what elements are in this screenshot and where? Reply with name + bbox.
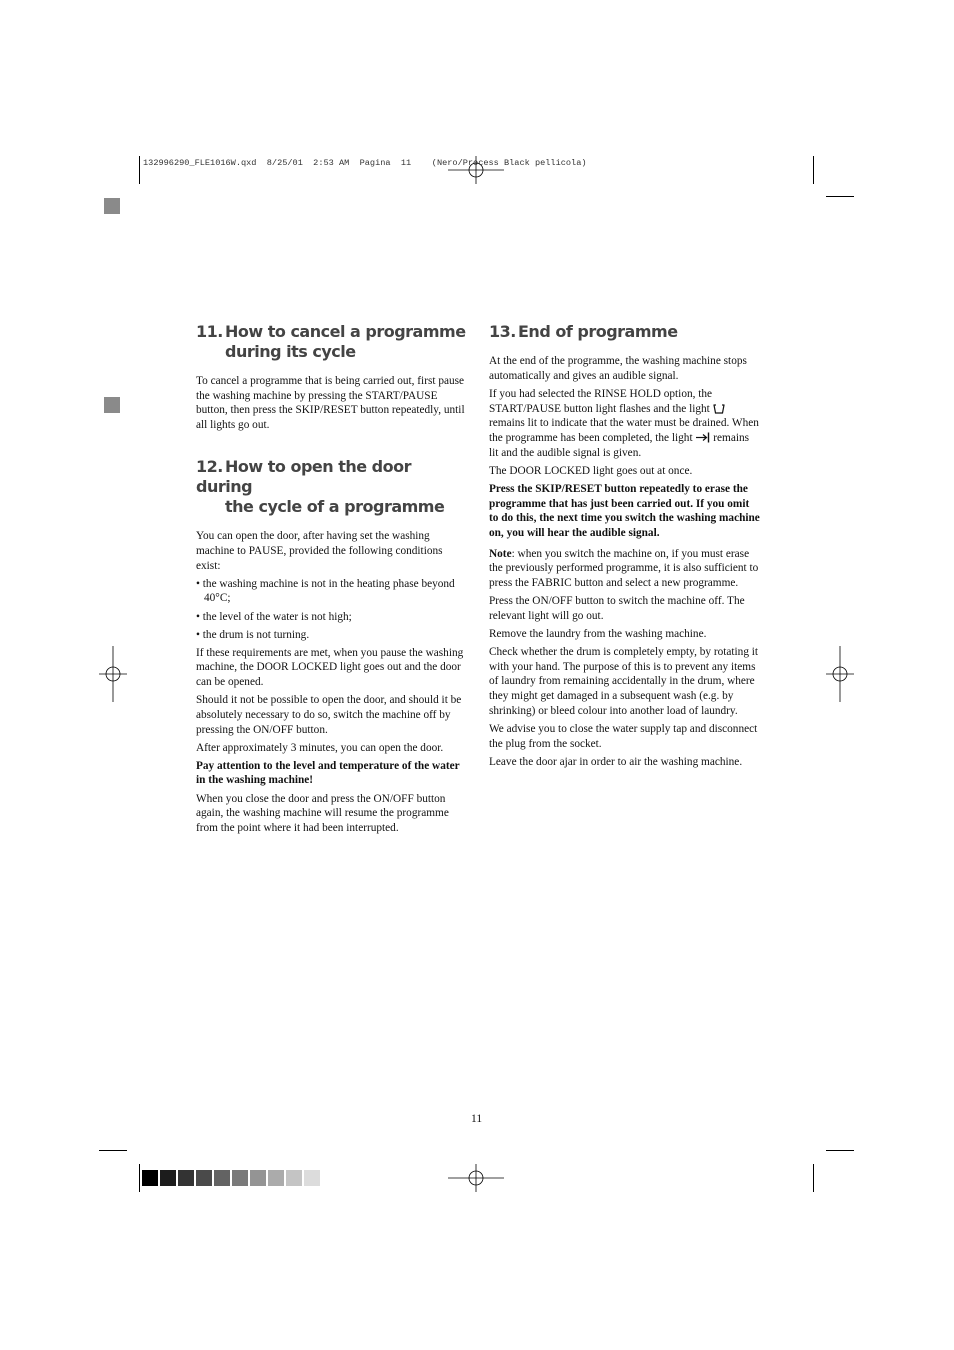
list-item: • the washing machine is not in the heating phase beyond 40°C; [196, 577, 455, 605]
section-number: 13. [489, 322, 516, 341]
paragraph: When you close the door and press the ON/OFF button again, the washing machine will resume the programme from the point where it had been interrupted. [196, 792, 449, 834]
crop-mark [139, 156, 140, 184]
tub-icon [713, 403, 725, 414]
paragraph: Should it not be possible to open the door, and should it be absolutely necessary to do so, switch the machine off by pressing the ON/OFF button. [196, 694, 462, 736]
paragraph: Check whether the drum is completely empty, by rotating it with your hand. The purpose of this is to prevent any items of laundry from remaining accidentally in the drum, where they might get damaged in a subsequent wash (e.g. by shrinking) or bleed colour into another load of laundry. [489, 646, 759, 717]
text-run: remains lit to indicate that the water must be drained. When the programme has been completed, the light [489, 417, 759, 444]
color-swatch [178, 1170, 194, 1186]
paragraph: If these requirements are met, when you pause the washing machine, the DOOR LOCKED light goes out and the door can be opened. [196, 646, 464, 689]
crop-mark [826, 1150, 854, 1151]
color-swatch [214, 1170, 230, 1186]
paragraph: Press the ON/OFF button to switch the machine off. The relevant light will go out. [489, 595, 745, 622]
paragraph: You can open the door, after having set the washing machine to PAUSE, provided the following conditions exist: [196, 530, 443, 572]
note-paragraph [489, 547, 761, 591]
paragraph: We advise you to close the water supply tap and disconnect the plug from the socket. [489, 722, 758, 750]
margin-marker [104, 397, 120, 413]
note-text: : when you switch the machine on, if you must erase the previously performed programme, it is also sufficient to press the FABRIC button and select a new programme. [489, 547, 759, 590]
crop-mark [813, 1164, 814, 1192]
section-11-heading [196, 322, 468, 362]
list-item: • the drum is not turning. [196, 628, 310, 641]
paragraph: Remove the laundry from the washing machine. [489, 627, 707, 640]
color-swatch [142, 1170, 158, 1186]
section-number: 12. [196, 457, 223, 477]
left-column [196, 322, 468, 839]
registration-mark-icon [448, 156, 504, 184]
heading-line: during its cycle [225, 342, 356, 361]
heading-line: How to open the door during [196, 457, 411, 497]
text-run: remains lit and the audible signal is given. [489, 431, 750, 459]
note-label: Note [489, 547, 512, 560]
paragraph: The DOOR LOCKED light goes out at once. [489, 464, 693, 477]
page-number: 11 [471, 1113, 483, 1125]
crop-mark [99, 1150, 127, 1151]
heading-line: How to cancel a programme [225, 322, 466, 341]
warning-paragraph: Pay attention to the level and temperature of the water in the washing machine! [196, 759, 460, 787]
section-13-heading [489, 322, 761, 342]
heading-line: End of programme [518, 322, 678, 341]
paragraph: To cancel a programme that is being carried out, first pause the washing machine by pressing the START/PAUSE button, then press the SKIP/RESET button repeatedly, until all lights go out. [196, 375, 465, 432]
color-swatch [286, 1170, 302, 1186]
list-item: • the level of the water is not high; [196, 610, 352, 623]
color-swatch [196, 1170, 212, 1186]
registration-mark-icon [448, 1164, 504, 1192]
color-swatch [250, 1170, 266, 1186]
paragraph [489, 387, 761, 461]
color-swatch [232, 1170, 248, 1186]
arrow-to-bar-icon [695, 432, 710, 443]
text-run: If you had selected the RINSE HOLD option, the START/PAUSE button light flashes and the light [489, 387, 713, 415]
section-number: 11. [196, 322, 223, 341]
printer-slug-line: 132996290_FLE1016W.qxd 8/25/01 2:53 AM Pagina 11 (Nero/Process Black pellicola) [143, 158, 587, 168]
crop-mark [139, 1164, 140, 1192]
paragraph: Leave the door ajar in order to air the washing machine. [489, 755, 743, 768]
color-swatch [160, 1170, 176, 1186]
registration-mark-icon [99, 646, 127, 702]
section-12-heading [196, 457, 468, 517]
right-column [489, 322, 761, 773]
color-swatch [268, 1170, 284, 1186]
paragraph: After approximately 3 minutes, you can open the door. [196, 741, 444, 754]
crop-mark [813, 156, 814, 184]
crop-mark [826, 196, 854, 197]
color-swatch [304, 1170, 320, 1186]
heading-line: the cycle of a programme [225, 497, 445, 517]
warning-paragraph: Press the SKIP/RESET button repeatedly to erase the programme that has just been carried out. If you omit to do this, the next time you switch the washing machine on, you will hear the audible signal. [489, 482, 760, 539]
registration-mark-icon [826, 646, 854, 702]
margin-marker [104, 198, 120, 214]
paragraph: At the end of the programme, the washing machine stops automatically and gives an audible signal. [489, 355, 747, 382]
